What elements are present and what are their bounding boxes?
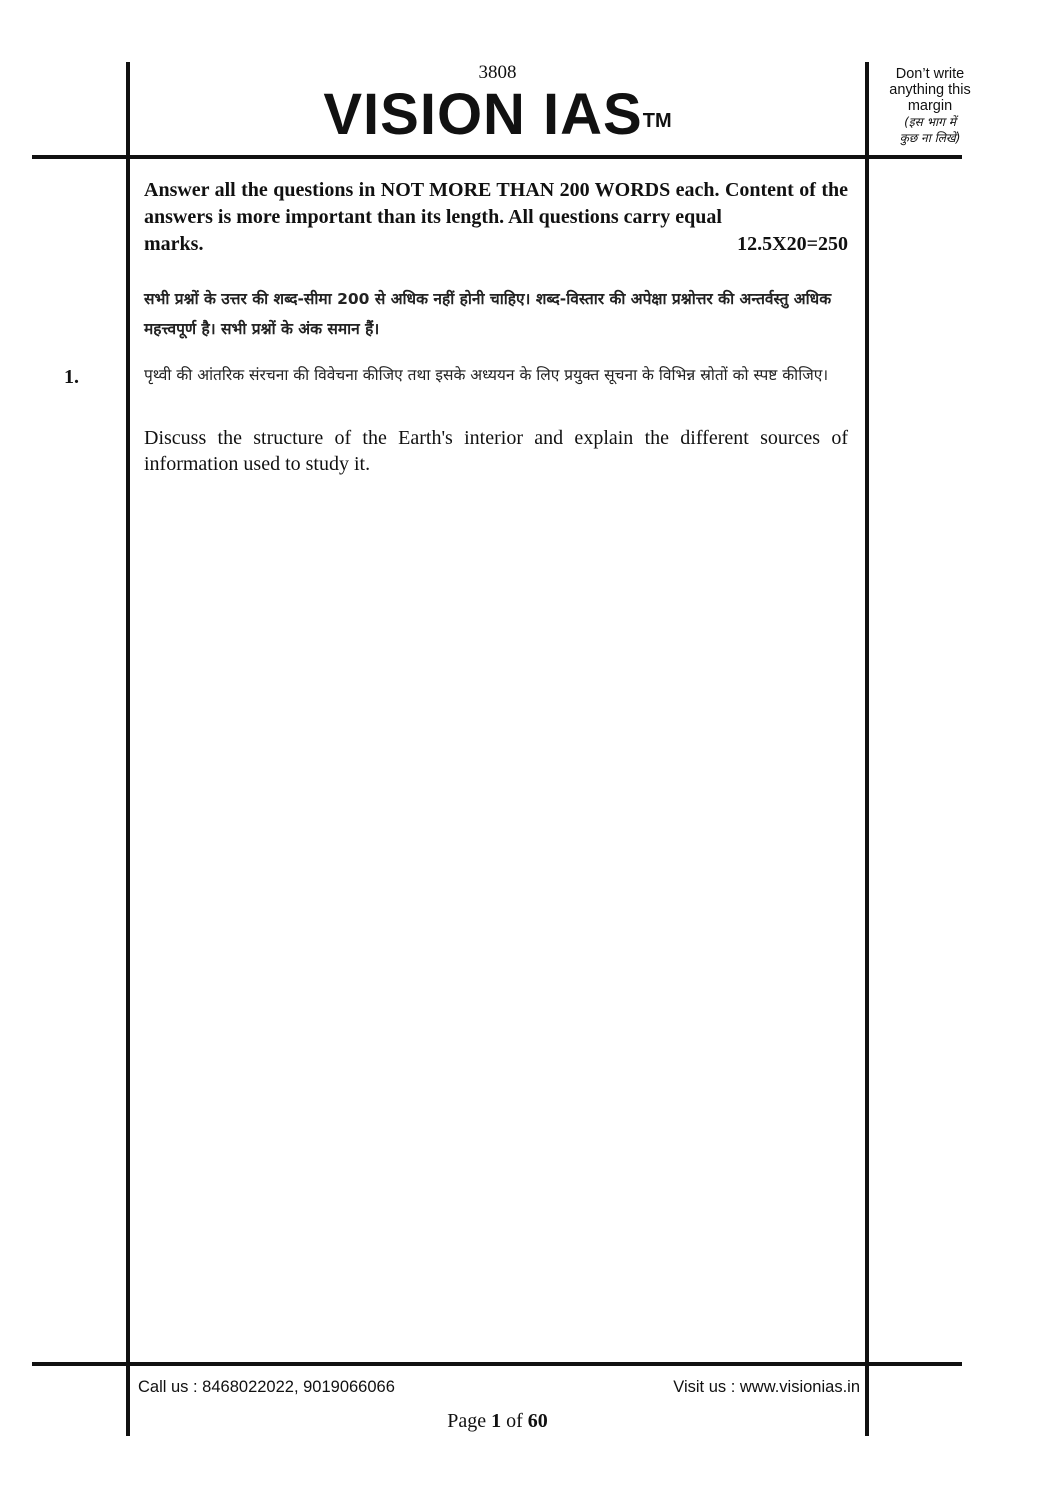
right-margin-rule <box>865 62 869 1436</box>
header-rule <box>32 155 962 159</box>
instructions-english <box>144 177 848 258</box>
brand-name: VISION IAS <box>323 82 643 147</box>
footer-rule <box>32 1362 962 1366</box>
margin-note <box>870 66 990 146</box>
instructions-hindi: सभी प्रश्नों के उत्तर की शब्द-सीमा 200 से अधिक नहीं होनी चाहिए। शब्द-विस्तार की अपेक्षा प्रश्नोत्तर की अन्तर्वस्तु अधिक महत्त्वपूर्ण है। सभी प्रश्नों के अंक समान हैं। <box>144 290 832 338</box>
margin-note-line: Don’t write <box>895 66 965 82</box>
trademark-mark: TM <box>642 110 672 132</box>
marks-line <box>144 231 848 258</box>
question-english: Discuss the structure of the Earth's interior and explain the different sources of information used to study it. <box>144 427 848 475</box>
footer-website: Visit us : www.visionias.in <box>673 1378 860 1396</box>
footer-phone: Call us : 8468022022, 9019066066 <box>138 1378 395 1396</box>
page-total: 60 <box>527 1410 548 1432</box>
page-prefix: Page <box>447 1410 487 1432</box>
margin-note-hindi: कुछ ना लिखें) <box>899 131 961 145</box>
instructions-tail: marks. <box>144 233 204 255</box>
page-of: of <box>506 1410 523 1432</box>
total-marks: 12.5X20=250 <box>737 233 848 255</box>
paper-code: 3808 <box>478 62 517 83</box>
question-hindi: पृथ्वी की आंतरिक संरचना की विवेचना कीजिए तथा इसके अध्ययन के लिए प्रयुक्त सूचना के विभिन्न स्रोतों को स्पष्ट कीजिए। <box>144 366 829 384</box>
page-current: 1 <box>491 1410 502 1432</box>
margin-note-hindi: (इस भाग में <box>904 115 956 129</box>
question-number: 1. <box>64 366 79 388</box>
margin-note-line: margin <box>907 98 953 114</box>
page-number <box>130 1410 865 1433</box>
brand-logo <box>130 82 865 148</box>
margin-note-line: anything this <box>889 82 971 98</box>
instructions-text: Answer all the questions in NOT MORE THAN 200 WORDS each. Content of the answers is more important than its length. All questions carry equal <box>144 179 848 228</box>
left-margin-rule <box>126 62 130 1436</box>
